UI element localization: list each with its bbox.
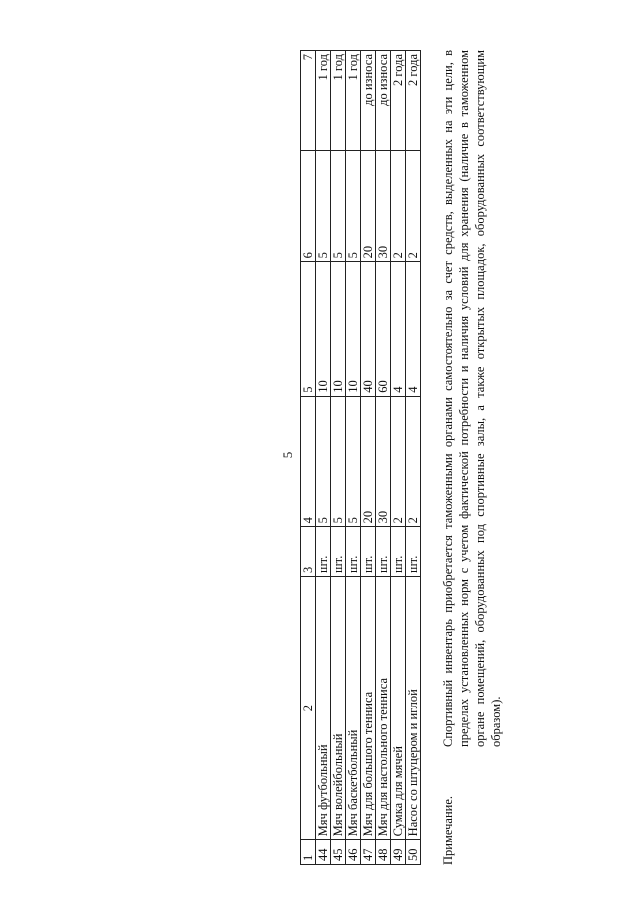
table-cell-num: 48	[376, 840, 391, 865]
table-row	[331, 51, 346, 865]
table-cell-c6: 30	[376, 150, 391, 262]
table-cell-c7: до износа	[376, 51, 391, 151]
table-cell-c7: 2 года	[391, 51, 406, 151]
table-cell-c5: 4	[406, 262, 421, 396]
table-cell-c7: 1 год	[316, 51, 331, 151]
table-cell-c7: до износа	[361, 51, 376, 151]
table-row	[316, 51, 331, 865]
table-row	[346, 51, 361, 865]
table-cell-c7: 2 года	[406, 51, 421, 151]
table-row	[376, 51, 391, 865]
table-cell-name: Мяч для настольного тенниса	[376, 576, 391, 839]
table-cell-c4: 2	[391, 396, 406, 527]
table-cell-c5: 10	[331, 262, 346, 396]
note-paragraph	[440, 50, 504, 865]
note-text: Спортивный инвентарь приобретается таможенными органами самостоятельно за счет средств, выделенных на эти цели, в пределах установленных норм с учетом фактической потребности и наличия условий для хранения (наличие в таможенном органе помещений, оборудованных под спортивные залы, а также открытых площадок, оборудованных соответствующим образом).	[441, 50, 503, 747]
table-cell-c6: 5	[346, 150, 361, 262]
table-cell-c6: 2	[406, 150, 421, 262]
table-cell-c6: 5	[331, 150, 346, 262]
table-cell-unit: шт.	[331, 527, 346, 577]
table-cell-c4: 30	[376, 396, 391, 527]
header-cell: 5	[301, 262, 316, 396]
table-cell-name: Насос со штуцером и иглой	[406, 576, 421, 839]
inventory-table	[300, 50, 421, 865]
table-cell-c4: 2	[406, 396, 421, 527]
table-cell-c5: 40	[361, 262, 376, 396]
table-cell-num: 49	[391, 840, 406, 865]
table-cell-c4: 5	[346, 396, 361, 527]
header-cell: 1	[301, 840, 316, 865]
table-cell-unit: шт.	[346, 527, 361, 577]
table-cell-num: 47	[361, 840, 376, 865]
table-cell-unit: шт.	[391, 527, 406, 577]
table-cell-num: 46	[346, 840, 361, 865]
table-cell-name: Сумка для мячей	[391, 576, 406, 839]
table-cell-c5: 60	[376, 262, 391, 396]
header-cell: 3	[301, 527, 316, 577]
table-cell-name: Мяч футбольный	[316, 576, 331, 839]
table-cell-unit: шт.	[361, 527, 376, 577]
table-cell-name: Мяч для большого тенниса	[361, 576, 376, 839]
table-cell-name: Мяч баскетбольный	[346, 576, 361, 839]
table-cell-num: 44	[316, 840, 331, 865]
table-cell-name: Мяч волейбольный	[331, 576, 346, 839]
table-cell-c4: 5	[316, 396, 331, 527]
header-cell: 4	[301, 396, 316, 527]
table-row	[406, 51, 421, 865]
table-header-row	[301, 51, 316, 865]
table-row	[391, 51, 406, 865]
header-cell: 7	[301, 51, 316, 151]
table-cell-c4: 20	[361, 396, 376, 527]
table-cell-c5: 10	[316, 262, 331, 396]
rotated-page	[22, 25, 622, 885]
table-cell-c6: 5	[316, 150, 331, 262]
table-cell-num: 50	[406, 840, 421, 865]
table-cell-unit: шт.	[316, 527, 331, 577]
page-number: 5	[280, 451, 295, 459]
table-cell-c5: 10	[346, 262, 361, 396]
table-cell-c6: 2	[391, 150, 406, 262]
table-cell-c7: 1 год	[346, 51, 361, 151]
table-cell-unit: шт.	[376, 527, 391, 577]
note-label: Примечание.	[441, 795, 455, 865]
table-cell-c4: 5	[331, 396, 346, 527]
table-cell-unit: шт.	[406, 527, 421, 577]
header-cell: 6	[301, 150, 316, 262]
header-cell: 2	[301, 576, 316, 839]
table-cell-num: 45	[331, 840, 346, 865]
table-cell-c6: 20	[361, 150, 376, 262]
table-cell-c7: 1 год	[331, 51, 346, 151]
table-row	[361, 51, 376, 865]
table-cell-c5: 4	[391, 262, 406, 396]
